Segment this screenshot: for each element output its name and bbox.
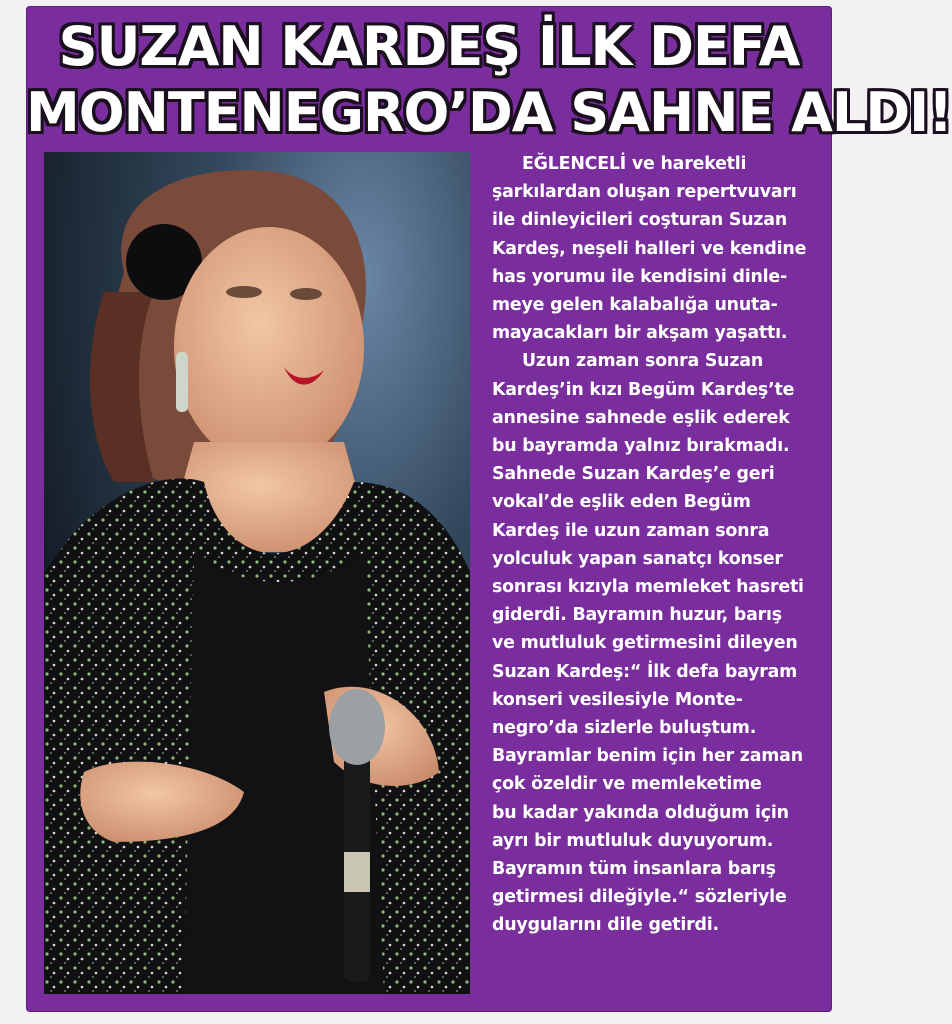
singer-illustration	[44, 152, 470, 994]
article-line: Bayramlar benim için her zaman	[492, 746, 803, 767]
article-line: ile dinleyicileri coşturan Suzan	[492, 210, 788, 231]
article-line: vokal’de eşlik eden Begüm	[492, 492, 751, 513]
article-line: negro’da sizlerle buluştum.	[492, 718, 757, 739]
article-line: Uzun zaman sonra Suzan	[522, 351, 763, 372]
article-line: ayrı bir mutluluk duyuyorum.	[492, 830, 774, 851]
headline	[26, 14, 952, 146]
article-line: çok özeldir ve memleketime	[492, 774, 762, 795]
article-line: bu kadar yakında olduğum için	[492, 802, 789, 823]
article-line: şarkılardan oluşan repertvuvarı	[492, 182, 797, 203]
article-line: konseri vesilesiyle Monte-	[492, 689, 743, 710]
article-line: bu bayramda yalnız bırakmadı.	[492, 436, 790, 457]
article-line: meye gelen kalabalığa unuta-	[492, 295, 778, 316]
article-line: duygularını dile getirdi.	[492, 915, 719, 936]
article-line: Kardeş, neşeli halleri ve kendine	[492, 238, 807, 259]
article-line: Suzan Kardeş:“ İlk defa bayram	[492, 661, 798, 682]
article-line: Kardeş’in kızı Begüm Kardeş’te	[492, 379, 795, 400]
article-line: getirmesi dileğiyle.“ sözleriyle	[492, 887, 787, 908]
article-line: has yorumu ile kendisini dinle-	[492, 266, 788, 287]
article-body	[492, 150, 827, 940]
article-line: yolculuk yapan sanatçı konser	[492, 548, 783, 569]
article-line: giderdi. Bayramın huzur, barış	[492, 605, 782, 626]
article-line: EĞLENCELİ ve hareketli	[522, 154, 747, 174]
article-line: annesine sahnede eşlik ederek	[492, 407, 790, 428]
article-line: Bayramın tüm insanlara barış	[492, 859, 776, 880]
article-line: ve mutluluk getirmesini dileyen	[492, 633, 798, 654]
headline-line-2: MONTENEGRO’DA SAHNE ALDI!	[26, 81, 952, 144]
article-line: mayacakları bir akşam yaşattı.	[492, 323, 788, 344]
article-line: Sahnede Suzan Kardeş’e geri	[492, 464, 775, 485]
article-line: Kardeş ile uzun zaman sonra	[492, 520, 770, 541]
article-line: sonrası kızıyla memleket hasreti	[492, 577, 804, 598]
singer-photo	[44, 152, 470, 994]
headline-line-1: SUZAN KARDEŞ İLK DEFA	[58, 15, 800, 78]
